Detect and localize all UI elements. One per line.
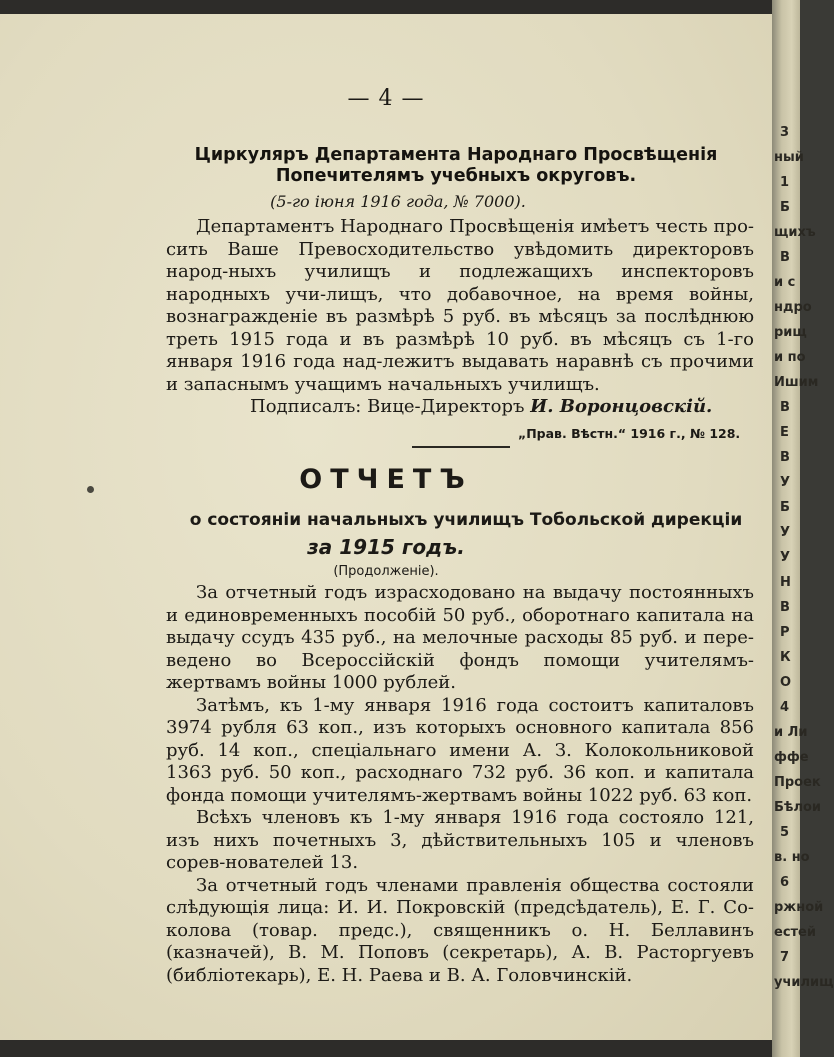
edge-fragment: 7: [780, 950, 790, 965]
edge-fragment: щихъ: [774, 225, 816, 240]
report-paragraph: За отчетный годъ израсходовано на выдачу постоянныхъ и единовременныхъ пособій 50 руб., оборотнаго капитала на выдачу ссудъ 435 руб., на мелочные расходы 85 руб. и пере-ведено во Всероссійскій фондъ помощи учителямъ-жертвамъ войны 1000 рублей.: [166, 582, 754, 693]
edge-fragment: В: [780, 450, 790, 465]
edge-fragment: Бѣлои: [774, 800, 822, 815]
edge-fragment: 1: [780, 175, 790, 190]
edge-fragment: В: [780, 400, 790, 415]
edge-fragment: ржной: [774, 900, 824, 915]
edge-fragment: естей: [774, 925, 816, 940]
edge-fragment: ный: [774, 150, 804, 165]
report-body: [166, 582, 754, 987]
signed-label: Подписалъ: Вице-Директоръ: [250, 396, 525, 417]
edge-fragment: 6: [780, 875, 790, 890]
report-subtitle: о состояніи начальныхъ училищъ Тобольской дирекціи: [189, 510, 743, 530]
continued-note: (Продолженіе).: [333, 564, 439, 579]
signed-name: И. Воронцовскій.: [530, 396, 713, 417]
signature-line: [250, 396, 750, 417]
report-paragraph: Всѣхъ членовъ къ 1-му января 1916 года состояло 121, изъ нихъ почетныхъ 3, дѣйствительныхъ 105 и членовъ сорев-нователей 13.: [166, 807, 754, 873]
edge-fragment: В: [780, 600, 790, 615]
source-citation: „Прав. Вѣстн.“ 1916 г., № 128.: [518, 426, 741, 441]
edge-fragment: ндро: [774, 300, 812, 315]
report-paragraph: За отчетный годъ членами правленія общества состояли слѣдующія лица: И. И. Покровскій (предсѣдатель), Е. Г. Со-колова (товар. предс.), священникъ о. Н. Беллавинъ (казначей), В. М. Поповъ (секретарь), А. В. Расторгуевъ (библіотекарь), Е. Н. Раева и В. А. Головчинскій.: [166, 874, 754, 986]
edge-fragment: 5: [780, 825, 790, 840]
edge-fragment: Е: [780, 425, 789, 440]
edge-fragment: Ишим: [774, 375, 819, 390]
page-number: — 4 —: [347, 86, 425, 111]
edge-fragment: ффе: [774, 750, 809, 765]
edge-fragment: Проек: [774, 775, 821, 790]
section-divider: [412, 446, 510, 448]
edge-fragment: Б: [780, 200, 790, 215]
circular-heading: Циркуляръ Департамента Народнаго Просвѣщенія Попечителямъ учебныхъ округовъ.: [194, 145, 718, 186]
edge-fragment: и по: [774, 350, 806, 365]
circular-body: [166, 216, 754, 396]
edge-fragment: училищ: [774, 975, 834, 990]
edge-fragment: У: [780, 550, 791, 565]
adjacent-page-edge: [772, 0, 834, 1057]
report-title: ОТЧЕТЪ: [299, 464, 473, 495]
scan-top-border: [0, 0, 800, 14]
report-paragraph: Затѣмъ, къ 1-му января 1916 года состоитъ капиталовъ 3974 рубля 63 коп., изъ которыхъ основного капитала 856 руб. 14 коп., спеціальнаго имени А. З. Колокольниковой 1363 руб. 50 коп., расходнаго 732 руб. 36 коп. и капитала фонда помощи учителямъ-жертвамъ войны 1022 руб. 63 коп.: [166, 694, 754, 806]
edge-fragment: и с: [774, 275, 796, 290]
edge-fragment: У: [780, 475, 791, 490]
edge-fragment: В: [780, 250, 790, 265]
edge-fragment: Р: [780, 625, 790, 640]
circular-date: (5-го іюня 1916 года, № 7000).: [270, 192, 526, 211]
edge-fragment: У: [780, 525, 791, 540]
edge-fragment: в. но: [774, 850, 810, 865]
edge-fragment: и Ли: [774, 725, 808, 740]
edge-fragment: Н: [780, 575, 791, 590]
scan-bottom-border: [0, 1040, 800, 1057]
edge-fragment: Б: [780, 500, 790, 515]
edge-fragment: О: [780, 675, 792, 690]
edge-fragment: 4: [780, 700, 790, 715]
circular-paragraph: Департаментъ Народнаго Просвѣщенія имѣетъ честь про-сить Ваше Превосходительство увѣдомить директоровъ народ-ныхъ училищъ и подлежащихъ инспекторовъ народныхъ учи-лищъ, что добавочное, на время войны, вознагражденіе въ размѣрѣ 5 руб. въ мѣсяцъ за послѣднюю треть 1915 года и въ размѣрѣ 10 руб. въ мѣсяцъ съ 1-го января 1916 года над-лежитъ выдавать наравнѣ съ прочими и запаснымъ учащимъ начальныхъ училищъ.: [166, 216, 754, 395]
edge-fragment: 3: [780, 125, 790, 140]
edge-fragment: К: [780, 650, 791, 665]
report-year: за 1915 годъ.: [307, 535, 465, 559]
edge-fragment: рищ: [774, 325, 807, 340]
